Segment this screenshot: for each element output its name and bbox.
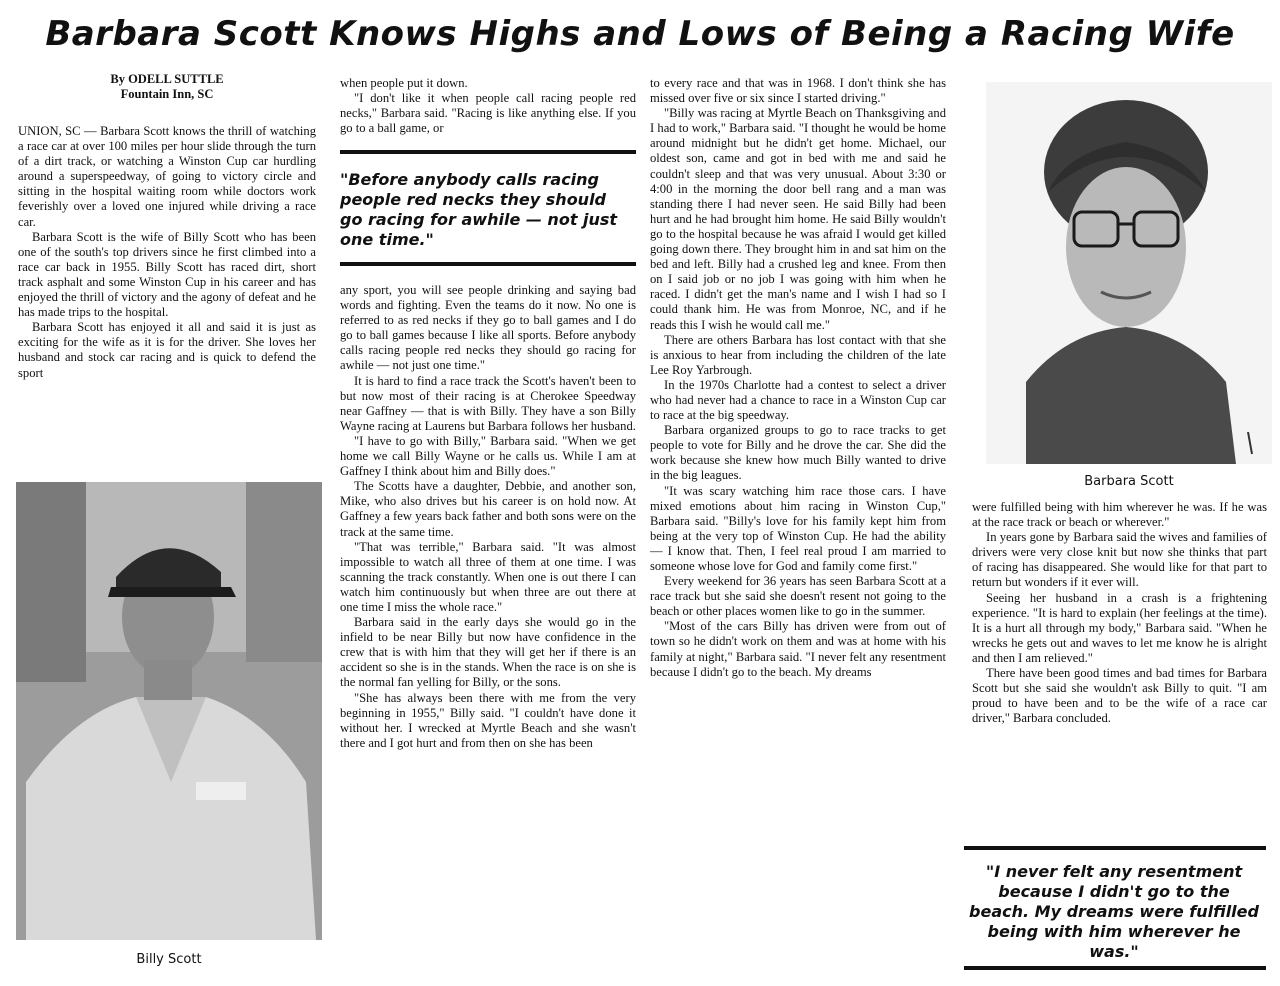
paragraph: to every race and that was in 1968. I don't think she has missed over five or six since I started driving." xyxy=(650,76,946,106)
pull-quote-bottom-rule xyxy=(340,262,636,266)
paragraph: The Scotts have a daughter, Debbie, and another son, Mike, who also drives but his career is on hold now. At Gaffney a few years back father and both sons were on the track at the same time. xyxy=(340,479,636,539)
paragraph: "Billy was racing at Myrtle Beach on Thanksgiving and I had to work," Barbara said. "I thought he would be home around midnight but he didn't get home. Michael, our oldest son, came and got in bed with me and said he couldn't sleep and that was very unusual. About 3:30 or 4:00 in the morning the door bell rang and a man was standing there I had never seen. He said Billy had been hurt and he had brought him home. He said Billy wouldn't go to the hospital because he was afraid I would get killed going down there. They brought him in and sat him on the bed and left. Billy had a crushed leg and knee. From then on I said job or no job I was going with him when he raced. I didn't get the man's name and I wish I had so I could thank him. He was from Monroe, NC, and if he reads this I wish he would call me." xyxy=(650,106,946,332)
paragraph: "Most of the cars Billy has driven were from out of town so he didn't work on them and was at home with his family at night," Barbara said. "I never felt any resentment because I didn't go to the beach. My dreams xyxy=(650,619,946,679)
billy-scott-photo-image xyxy=(16,482,322,940)
byline-author: By ODELL SUTTLE xyxy=(110,72,224,86)
headline: Barbara Scott Knows Highs and Lows of Being a Racing Wife xyxy=(45,14,1235,54)
paragraph: were fulfilled being with him wherever he was. If he was at the race track or beach or wherever." xyxy=(972,500,1267,530)
paragraph: Barbara organized groups to go to race tracks to get people to vote for Billy and he drove the car. She did the work because she knew how much Billy wanted to drive in the big leagues. xyxy=(650,423,946,483)
article-column-3 xyxy=(650,76,946,986)
billy-scott-caption: Billy Scott xyxy=(136,952,202,967)
pull-quote-2-bottom-rule xyxy=(964,966,1266,970)
paragraph: There are others Barbara has lost contact with that she is anxious to hear from including the children of the late Lee Roy Yarbrough. xyxy=(650,332,946,377)
paragraph: "I don't like it when people call racing people red necks," Barbara said. "Racing is like anything else. If you go to a ball game, or xyxy=(340,91,636,136)
barbara-scott-photo-image xyxy=(986,82,1272,464)
paragraph: when people put it down. xyxy=(340,76,468,90)
paragraph: Seeing her husband in a crash is a frightening experience. "It is hard to explain (her feelings at the time). It is a hurt all through my body," Barbara said. "When he wrecks he gets out and waves to let me know he is alright and then I am relieved." xyxy=(972,590,1267,665)
paragraph: "That was terrible," Barbara said. "It was almost impossible to watch all three of them at one time. I was scanning the track constantly. When one is out there I can watch him continuously but when three are out there at one time I miss the whole race." xyxy=(340,539,636,614)
byline-location: Fountain Inn, SC xyxy=(120,87,214,101)
paragraph: Barbara said in the early days she would go in the infield to be near Billy but now have confidence in the crew that is with him that they will get her if there is an accident so she is in the stands. When the race is on she is the normal fan yelling for Billy, or the sons. xyxy=(340,615,636,690)
paragraph: In the 1970s Charlotte had a contest to select a driver who had never had a chance to race in a Winston Cup car to race at the big speedway. xyxy=(650,377,946,423)
paragraph: "I have to go with Billy," Barbara said. "When we get home we call Billy Wayne or he calls us. While I am at Gaffney I think about him and Billy does." xyxy=(340,433,636,479)
paragraph: There have been good times and bad times for Barbara Scott but she said she wouldn't ask Billy to quit. "I am proud to have been and to be the wife of a race car driver," Barbara concluded. xyxy=(972,666,1267,726)
paragraph: In years gone by Barbara said the wives and families of drivers were very close knit but now she thinks that part of racing has disappeared. She would like for that part to return but wonders if it ever will. xyxy=(972,530,1267,590)
pull-quote-1: "Before anybody calls racing people red necks they should go racing for awhile — not just one time." xyxy=(340,170,618,249)
billy-scott-photo xyxy=(16,482,322,940)
paragraph: Barbara Scott is the wife of Billy Scott who has been one of the south's top drivers since he first climbed into a race car back in 1955. Billy Scott has raced dirt, short track asphalt and some Winston Cup in his career and has enjoyed the thrill of victory and the agony of defeat and he has made trips to the hospital. xyxy=(18,229,316,320)
byline xyxy=(18,72,316,102)
paragraph: UNION, SC — Barbara Scott knows the thrill of watching a race car at over 100 miles per hour slide through the turn of a dirt track, or watching a Winston Cup car hurdling around a superspeedway, of going to victory circle and sitting in the hospital waiting room while doctors work feverishly over a loved one injured while driving a race car. xyxy=(18,124,316,229)
paragraph: It is hard to find a race track the Scott's haven't been to but now most of their racing is at Cherokee Speedway near Gaffney — that is with Billy. They have a son Billy Wayne racing at Laurens but Barbara follows her husband. xyxy=(340,373,636,433)
pull-quote-top-rule xyxy=(340,150,636,154)
paragraph: Every weekend for 36 years has seen Barbara Scott at a race track but she said she doesn't resent not going to the beach or other places women like to go in the summer. xyxy=(650,574,946,619)
paragraph: "She has always been there with me from the very beginning in 1955," Billy said. "I couldn't have done it without her. I wrecked at Myrtle Beach and she wasn't there and I got hurt and from then on she has been xyxy=(340,690,636,750)
article-column-2-bottom xyxy=(340,283,636,986)
barbara-scott-caption: Barbara Scott xyxy=(1084,474,1174,489)
article-column-4 xyxy=(972,500,1267,830)
article-column-2-top xyxy=(340,76,636,142)
paragraph: Barbara Scott has enjoyed it all and said it is just as exciting for the wife as it is for the driver. She loves her husband and stock car racing and is quick to defend the sport xyxy=(18,320,316,380)
pull-quote-2-top-rule xyxy=(964,846,1266,850)
pull-quote-2: "I never felt any resentment because I didn't go to the beach. My dreams were fulfilled being with him wherever he was." xyxy=(969,862,1259,961)
paragraph: any sport, you will see people drinking and saying bad words and fighting. Even the teams do it now. No one is referred to as red necks if they go to ball games and I do go to ball games because I like all sports. Before anybody calls racing people red necks they should go racing for awhile — not just one time." xyxy=(340,283,636,373)
paragraph: "It was scary watching him race those cars. I have mixed emotions about him racing in Winston Cup," Barbara said. "Billy's love for his family kept him from being at the very top of Winston Cup. He had the ability — I know that. Then, I feel real proud I am married to someone whose love for God and family come first." xyxy=(650,483,946,573)
barbara-scott-photo xyxy=(986,82,1272,464)
article-column-1 xyxy=(18,124,316,466)
